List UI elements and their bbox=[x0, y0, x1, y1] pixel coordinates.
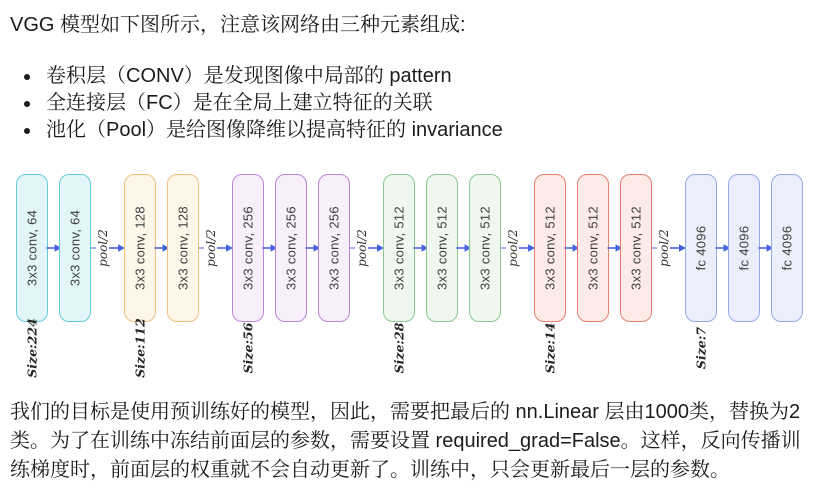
layer-label: 3x3 conv, 512 bbox=[628, 206, 644, 290]
layer-arrow bbox=[760, 174, 771, 322]
arrow-icon bbox=[368, 243, 384, 253]
size-label: Size:112 bbox=[132, 318, 148, 378]
pool-label: pool/2 bbox=[355, 229, 369, 267]
layer-label: 3x3 conv, 128 bbox=[175, 206, 191, 290]
size-label: Size:28 bbox=[391, 322, 407, 374]
layer-arrow bbox=[307, 174, 318, 322]
layer-label: 3x3 conv, 256 bbox=[283, 206, 299, 290]
intro-text: VGG 模型如下图所示，注意该网络由三种元素组成: bbox=[10, 14, 466, 36]
layer-arrow bbox=[415, 174, 426, 322]
layer-arrow bbox=[458, 174, 469, 322]
layer-block bbox=[685, 174, 717, 322]
pool-label: pool/2 bbox=[657, 229, 671, 267]
layer-label: fc 4096 bbox=[693, 225, 709, 271]
layer-block bbox=[469, 174, 501, 322]
arrow-icon bbox=[109, 243, 125, 253]
arrow-icon bbox=[519, 243, 535, 253]
arrow-icon bbox=[670, 243, 686, 253]
layer-block bbox=[232, 174, 264, 322]
layer-block bbox=[16, 174, 48, 322]
layer-block bbox=[426, 174, 458, 322]
layer-block bbox=[318, 174, 350, 322]
size-label: Size:14 bbox=[542, 322, 558, 374]
layer-block bbox=[577, 174, 609, 322]
layer-block bbox=[620, 174, 652, 322]
layer-label: 3x3 conv, 512 bbox=[585, 206, 601, 290]
layer-block bbox=[124, 174, 156, 322]
summary-text: 我们的目标是使用预训练好的模型，因此，需要把最后的 nn.Linear 层由1000类，替换为2类。为了在训练中冻结前面层的参数，需要设置 required_grad=False。这样，反向传播训练梯度时，前面层的权重就不会自动更新了。训练中，只会更新最后一层的参数。 bbox=[10, 401, 801, 481]
layer-arrow bbox=[566, 174, 577, 322]
layer-arrow bbox=[156, 174, 167, 322]
layer-group bbox=[16, 174, 91, 378]
layer-group bbox=[534, 174, 652, 374]
layer-label: 3x3 conv, 512 bbox=[477, 206, 493, 290]
pool-label: pool/2 bbox=[204, 229, 218, 267]
feature-list bbox=[10, 63, 827, 144]
layer-label: 3x3 conv, 256 bbox=[240, 206, 256, 290]
layer-block bbox=[383, 174, 415, 322]
layer-label: fc 4096 bbox=[779, 225, 795, 271]
pool-connector bbox=[350, 174, 383, 322]
layer-block bbox=[771, 174, 803, 322]
layer-label: 3x3 conv, 128 bbox=[132, 206, 148, 290]
layer-arrow bbox=[48, 174, 59, 322]
layer-group bbox=[383, 174, 501, 374]
pool-connector bbox=[91, 174, 124, 322]
layer-label: 3x3 conv, 512 bbox=[434, 206, 450, 290]
layer-arrow bbox=[609, 174, 620, 322]
layer-block bbox=[728, 174, 760, 322]
layer-block bbox=[167, 174, 199, 322]
layer-arrow bbox=[717, 174, 728, 322]
layer-label: 3x3 conv, 512 bbox=[391, 206, 407, 290]
layer-group bbox=[685, 174, 803, 370]
layer-label: 3x3 conv, 256 bbox=[326, 206, 342, 290]
size-label: Size:56 bbox=[240, 322, 256, 374]
list-item-fc: • 全连接层（FC）是在全局上建立特征的关联 bbox=[42, 90, 827, 117]
vgg-architecture-diagram bbox=[16, 174, 827, 376]
layer-block bbox=[275, 174, 307, 322]
pool-connector bbox=[501, 174, 534, 322]
pool-label: pool/2 bbox=[506, 229, 520, 267]
layer-label: 3x3 conv, 64 bbox=[67, 209, 83, 287]
layer-label: 3x3 conv, 64 bbox=[24, 209, 40, 287]
pool-connector bbox=[199, 174, 232, 322]
layer-group bbox=[232, 174, 350, 374]
layer-label: fc 4096 bbox=[736, 225, 752, 271]
pool-label: pool/2 bbox=[96, 229, 110, 267]
layer-block bbox=[534, 174, 566, 322]
list-item-conv: • 卷积层（CONV）是发现图像中局部的 pattern bbox=[42, 63, 827, 90]
pool-connector bbox=[652, 174, 685, 322]
layer-arrow bbox=[264, 174, 275, 322]
arrow-icon bbox=[217, 243, 233, 253]
layer-group bbox=[124, 174, 199, 378]
layer-label: 3x3 conv, 512 bbox=[542, 206, 558, 290]
list-item-pool: • 池化（Pool）是给图像降维以提高特征的 invariance bbox=[42, 117, 827, 144]
size-label: Size:7 bbox=[693, 326, 709, 370]
size-label: Size:224 bbox=[24, 318, 40, 378]
layer-block bbox=[59, 174, 91, 322]
